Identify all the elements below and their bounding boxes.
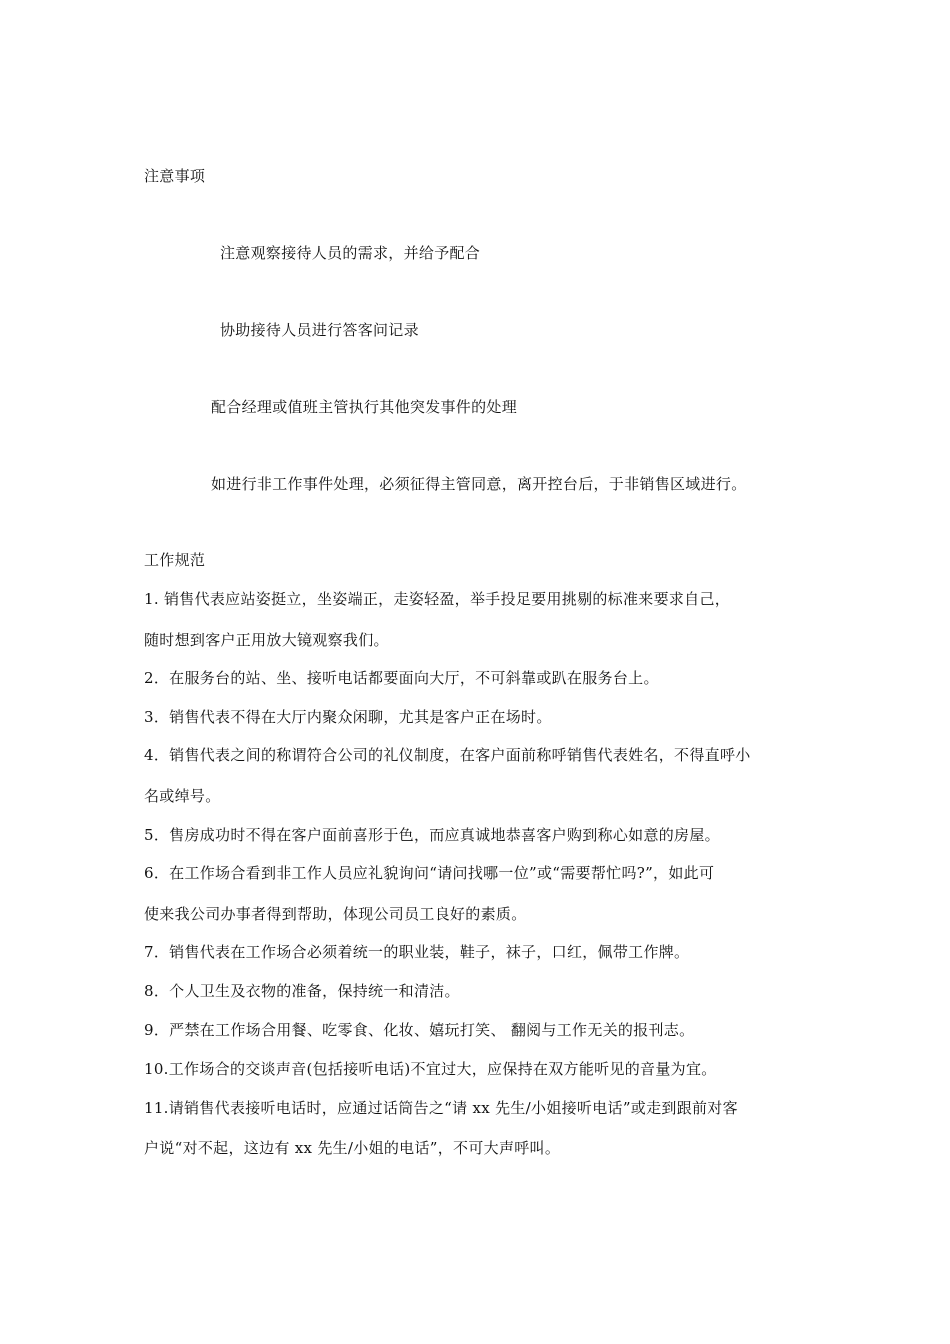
norms-line: 使来我公司办事者得到帮助，体现公司员工良好的素质。 (144, 905, 527, 923)
norms-line: 3．销售代表不得在大厅内聚众闲聊，尤其是客户正在场时。 (144, 708, 552, 726)
norms-line: 名或绰号。 (144, 787, 221, 805)
notes-item-3: 配合经理或值班主管执行其他突发事件的处理 (211, 398, 518, 416)
norms-line: 5．售房成功时不得在客户面前喜形于色，而应真诚地恭喜客户购到称心如意的房屋。 (144, 826, 720, 844)
norms-line: 9．严禁在工作场合用餐、吃零食、化妆、嬉玩打笑、 翻阅与工作无关的报刊志。 (144, 1021, 695, 1039)
norms-line: 11.请销售代表接听电话时，应通过话筒告之“请 xx 先生/小姐接听电话”或走到跟前对客 (144, 1099, 738, 1117)
norms-line: 8．个人卫生及衣物的准备，保持统一和清洁。 (144, 982, 460, 1000)
norms-line: 4．销售代表之间的称谓符合公司的礼仪制度，在客户面前称呼销售代表姓名，不得直呼小 (144, 746, 751, 764)
norms-line: 6．在工作场合看到非工作人员应礼貌询问“请问找哪一位”或“需要帮忙吗?”，如此可 (144, 864, 715, 882)
notes-item-2: 协助接待人员进行答客问记录 (220, 321, 419, 339)
notes-item-1: 注意观察接待人员的需求，并给予配合 (220, 244, 481, 262)
notes-heading: 注意事项 (144, 167, 206, 185)
norms-line: 10.工作场合的交谈声音(包括接听电话)不宜过大，应保持在双方能听见的音量为宜。 (144, 1060, 717, 1078)
norms-line: 1. 销售代表应站姿挺立，坐姿端正，走姿轻盈，举手投足要用挑剔的标准来要求自己， (144, 590, 731, 608)
notes-item-4: 如进行非工作事件处理，必须征得主管同意，离开控台后，于非销售区域进行。 (211, 475, 747, 493)
norms-line: 2．在服务台的站、坐、接听电话都要面向大厅，不可斜靠或趴在服务台上。 (144, 669, 659, 687)
norms-line: 户说“对不起，这边有 xx 先生/小姐的电话”，不可大声呼叫。 (144, 1139, 561, 1157)
norms-line: 随时想到客户正用放大镜观察我们。 (144, 631, 389, 649)
norms-line: 7．销售代表在工作场合必须着统一的职业装，鞋子，袜子，口红，佩带工作牌。 (144, 943, 690, 961)
norms-heading: 工作规范 (144, 551, 206, 569)
